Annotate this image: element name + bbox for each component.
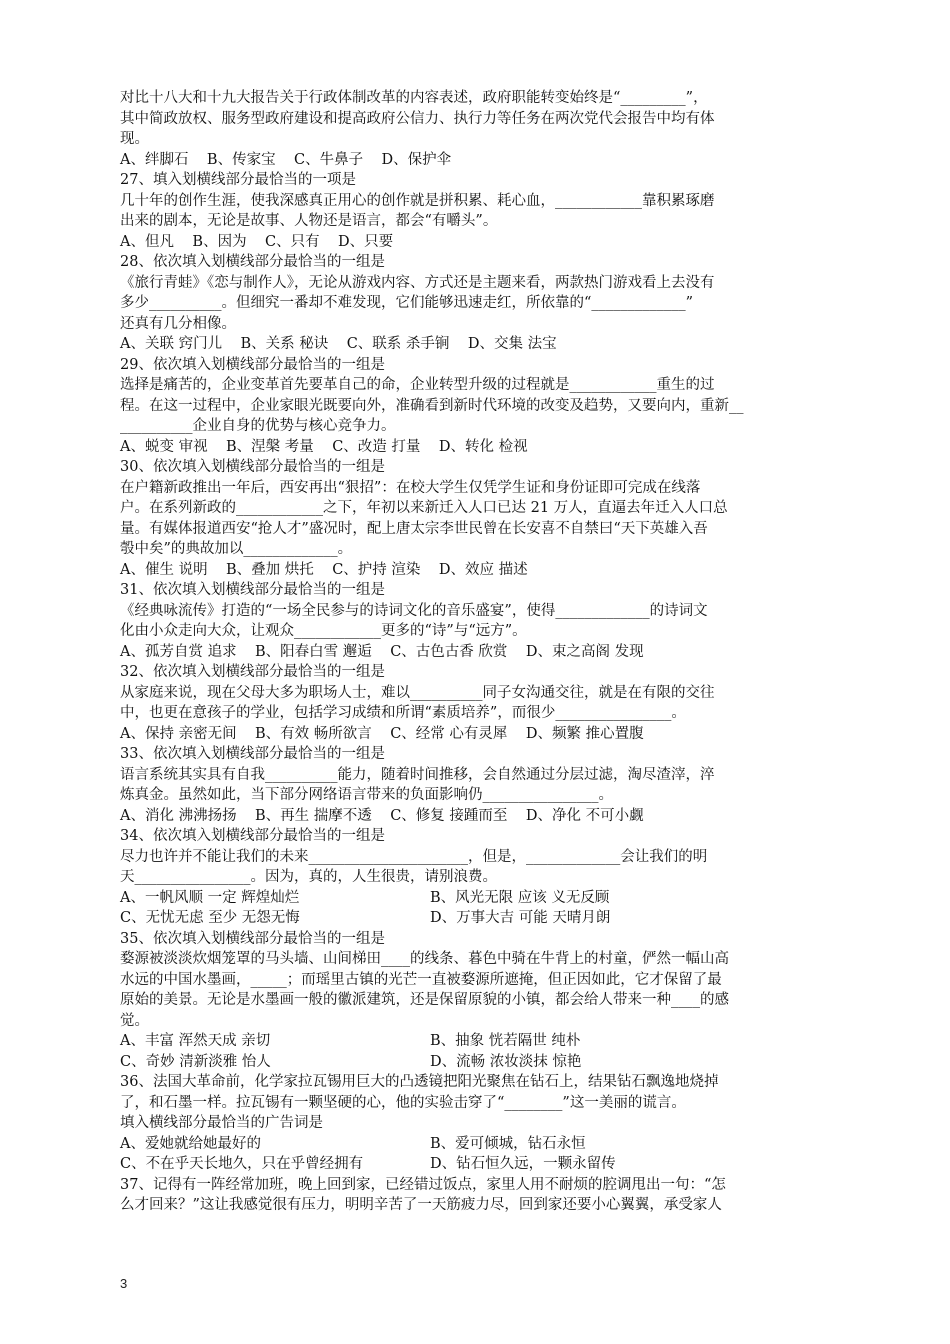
option-c: C、无忧无虑 至少 无怨无悔 <box>120 910 300 926</box>
text-line: 出来的剧本，无论是故事、人物还是语言，都会“有嚼头”。 <box>120 213 498 229</box>
question-heading: 28、依次填入划横线部分最恰当的一组是 <box>120 254 385 270</box>
text-line: 几十年的创作生涯，使我深感真正用心的创作就是拼积累、耗心血，____________靠积累琢磨 <box>120 192 715 209</box>
text-line: 《旅行青蛙》《恋与制作人》，无论从游戏内容、方式还是主题来看，两款热门游戏看上去没有 <box>120 274 715 291</box>
answer-options: A、蜕变 审视 B、涅槃 考量 C、改造 打量 D、转化 检视 <box>120 438 528 455</box>
option-d: D、流畅 浓妆淡抹 惊艳 <box>430 1053 582 1070</box>
question-heading: 27、填入划横线部分最恰当的一项是 <box>120 172 356 188</box>
text-line: 填入横线部分最恰当的广告词是 <box>120 1115 323 1131</box>
question-heading: 31、依次填入划横线部分最恰当的一组是 <box>120 582 385 598</box>
answer-options-row <box>120 888 832 909</box>
text-line: __________企业自身的优势与核心竞争力。 <box>120 418 396 434</box>
option-a: A、爱她就给她最好的 <box>120 1135 261 1152</box>
answer-options: A、关联 窍门儿 B、关系 秘诀 C、联系 杀手锏 D、交集 法宝 <box>120 336 557 352</box>
text-line: 婺源被淡淡炊烟笼罩的马头墙、山间梯田____的线条、暮色中骑在牛背上的村童，俨然一幅山高 <box>120 951 729 967</box>
text-line: 化由小众走向大众，让观众____________更多的“诗”与“远方”。 <box>120 623 527 639</box>
answer-options-row <box>120 1154 832 1175</box>
answer-options-row <box>120 908 832 929</box>
answer-options: A、消化 沸沸扬扬 B、再生 揣摩不透 C、修复 接踵而至 D、净化 不可小觑 <box>120 807 644 824</box>
text-line: 选择是痛苦的，企业变革首先要革自己的命，企业转型升级的过程就是____________重生的过 <box>120 377 715 393</box>
text-line: 么才回来？”这让我感觉很有压力，明明辛苦了一天筋疲力尽，回到家还要小心翼翼，承受家人 <box>120 1197 722 1213</box>
text-line: 对比十八大和十九大报告关于行政体制改革的内容表述，政府职能转变始终是“_________”， <box>120 90 708 106</box>
text-line: 水远的中国水墨画，_____；而瑶里古镇的光芒一直被婺源所遮掩，但正因如此，它才保留了最 <box>120 971 722 988</box>
text-line: 天________________。因为，真的，人生很贵，请别浪费。 <box>120 869 497 885</box>
option-d: D、万事大吉 可能 天晴月朗 <box>430 910 611 926</box>
text-line: 其中简政放权、服务型政府建设和提高政府公信力、执行力等任务在两次党代会报告中均有体 <box>120 110 715 127</box>
question-heading: 30、依次填入划横线部分最恰当的一组是 <box>120 459 385 475</box>
option-d: D、钻石恒久远，一颗永留传 <box>430 1156 616 1172</box>
document-body <box>120 88 832 1216</box>
answer-options: A、孤芳自赏 追求 B、阳春白雪 邂逅 C、古色古香 欣赏 D、束之高阁 发现 <box>120 643 644 660</box>
answer-options: A、但凡 B、因为 C、只有 D、只要 <box>120 233 394 250</box>
option-c: C、不在乎天长地久，只在乎曾经拥有 <box>120 1156 364 1172</box>
answer-options: A、催生 说明 B、叠加 烘托 C、护持 渲染 D、效应 描述 <box>120 561 528 578</box>
text-line: 多少__________。但细究一番却不难发现，它们能够迅速走红，所依靠的“_____________” <box>120 295 694 311</box>
question-heading: 35、依次填入划横线部分最恰当的一组是 <box>120 930 385 947</box>
answer-options-row <box>120 1052 832 1073</box>
text-line: 了，和石墨一样。拉瓦锡有一颗坚硬的心，他的实验击穿了“________”这一美丽的谎言。 <box>120 1094 686 1111</box>
text-line: 中，也更在意孩子的学业，包括学习成绩和所谓“素质培养”，而很少________________。 <box>120 705 686 721</box>
text-line: 现。 <box>120 131 149 147</box>
question-heading: 37、记得有一阵经常加班，晚上回到家，已经错过饭点，家里人用不耐烦的腔调甩出一句：“怎 <box>120 1176 726 1193</box>
question-heading: 32、依次填入划横线部分最恰当的一组是 <box>120 664 385 680</box>
text-line: 原始的美景。无论是水墨画一般的徽派建筑，还是保留原貌的小镇，都会给人带来一种____的感 <box>120 992 729 1008</box>
option-a: A、一帆风顺 一定 辉煌灿烂 <box>120 889 300 906</box>
text-line: 语言系统其实具有自我__________能力，随着时间推移，会自然通过分层过滤，淘尽渣滓，淬 <box>120 766 715 783</box>
text-line: 尽力也许并不能让我们的未来______________________，但是，_____________会让我们的明 <box>120 848 708 865</box>
question-heading: 29、依次填入划横线部分最恰当的一组是 <box>120 356 385 373</box>
answer-options: A、保持 亲密无间 B、有效 畅所欲言 C、经常 心有灵犀 D、频繁 推心置腹 <box>120 725 644 742</box>
text-line: 程。在这一过程中，企业家眼光既要向外，准确看到新时代环境的改变及趋势，又要向内，重新__ <box>120 397 744 414</box>
text-line: 炼真金。虽然如此，当下部分网络语言带来的负面影响仍________________。 <box>120 787 613 803</box>
text-line: 觉。 <box>120 1012 149 1029</box>
text-line: 户。在系列新政的____________之下，年初以来新迁入人口已达 21 万人，直逼去年迁入人口总 <box>120 500 728 516</box>
option-b: B、抽象 恍若隔世 纯朴 <box>430 1033 581 1049</box>
question-heading: 33、依次填入划横线部分最恰当的一组是 <box>120 746 385 762</box>
text-line: 从家庭来说，现在父母大多为职场人士，难以__________同子女沟通交往，就是在有限的交往 <box>120 684 715 701</box>
option-b: B、爱可倾城，钻石永恒 <box>430 1135 586 1152</box>
answer-options-row <box>120 1031 832 1052</box>
question-heading: 34、依次填入划横线部分最恰当的一组是 <box>120 828 385 844</box>
text-line: 在户籍新政推出一年后，西安再出“狠招”：在校大学生仅凭学生证和身份证即可完成在线落 <box>120 479 701 496</box>
option-b: B、风光无限 应该 义无反顾 <box>430 889 610 906</box>
text-line: 量。有媒体报道西安“抢人才”盛况时，配上唐太宗李世民曾在长安喜不自禁曰“天下英雄入吾 <box>120 520 708 537</box>
answer-options: A、绊脚石 B、传家宝 C、牛鼻子 D、保护伞 <box>120 151 452 168</box>
option-c: C、奇妙 清新淡雅 怡人 <box>120 1053 271 1070</box>
question-heading: 36、法国大革命前，化学家拉瓦锡用巨大的凸透镜把阳光聚焦在钻石上，结果钻石飘逸地烧掉 <box>120 1074 719 1090</box>
text-line: 还真有几分相像。 <box>120 315 236 332</box>
text-line: 彀中矣”的典故加以_____________。 <box>120 541 353 557</box>
text-line: 《经典咏流传》打造的“一场全民参与的诗词文化的音乐盛宴”，使得_____________的诗词文 <box>120 602 708 619</box>
option-a: A、丰富 浑然天成 亲切 <box>120 1033 271 1049</box>
answer-options-row <box>120 1134 832 1155</box>
page-number: 3 <box>120 1276 128 1291</box>
